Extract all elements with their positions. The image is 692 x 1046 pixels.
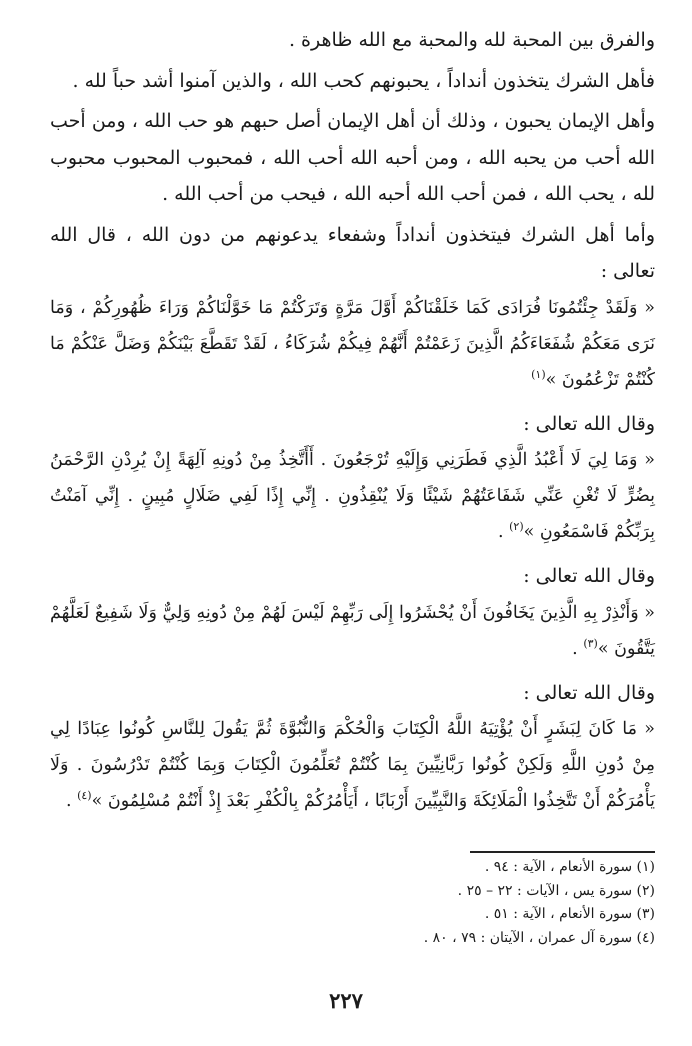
footnote-ref-1: (١) [531,367,546,381]
quran-quote-4 [50,711,655,819]
footnote-ref-3: (٣) [583,636,598,650]
page-number: ٢٢٧ [329,988,363,1013]
quran-quote-1 [50,290,655,398]
quote-2-end: . [497,522,510,542]
quote-3-end: . [572,638,584,659]
quote-4-text: « مَا كَانَ لِبَشَرٍ أَنْ يُؤْتِيَهُ اللَّهُ الْكِتَابَ وَالْحُكْمَ وَالنُّبُوَّةَ ثُمَّ يَقُولَ لِلنَّاسِ كُونُوا عِبَادًا لِي مِنْ دُونِ اللَّهِ وَلَكِنْ كُونُوا رَبَّانِيِّينَ بِمَا كُنْتُمْ تُعَلِّمُونَ الْكِتَابَ وَبِمَا كُنْتُمْ تَدْرُسُونَ . وَلَا يَأْمُرَكُمْ أَنْ تَتَّخِذُوا الْمَلَائِكَةَ وَالنَّبِيِّينَ أَرْبَابًا ، أَيَأْمُرُكُمْ بِالْكُفْرِ بَعْدَ إِذْ أَنْتُمْ مُسْلِمُونَ » [50,719,655,811]
paragraph-love-distinction: والفرق بين المحبة لله والمحبة مع الله ظاهرة . [288,29,655,51]
footnote-4: (٤) سورة آل عمران ، الآيتان : ٧٩ ، ٨٠ . [423,929,655,946]
intro-3: وقال الله تعالى : [523,565,655,587]
quote-1-text: « وَلَقَدْ جِئْتُمُونَا فُرَادَى كَمَا خَلَقْنَاكُمْ أَوَّلَ مَرَّةٍ وَتَرَكْتُمْ مَا خَوَّلْنَاكُمْ وَرَاءَ ظُهُورِكُمْ ، وَمَا نَرَى مَعَكُمْ شُفَعَاءَكُمُ الَّذِينَ زَعَمْتُمْ أَنَّهُمْ فِيكُمْ شُرَكَاءُ ، لَقَدْ تَقَطَّعَ بَيْنَكُمْ وَضَلَّ عَنْكُمْ مَا كُنْتُمْ تَزْعُمُونَ » [50,297,655,390]
quran-quote-3 [50,595,655,667]
quote-4-end: . [65,791,78,811]
footnote-divider [470,851,655,853]
footnote-2: (٢) سورة يس ، الآيات : ٢٢ – ٢٥ . [457,882,655,899]
footnote-ref-4: (٤) [77,789,92,803]
paragraph-people-of-shirk: فأهل الشرك يتخذون أنداداً ، يحبونهم كحب الله ، والذين آمنوا أشد حباً لله . [72,69,655,92]
quran-quote-2 [50,442,655,550]
quote-2-text: « وَمَا لِيَ لَا أَعْبُدُ الَّذِي فَطَرَنِي وَإِلَيْهِ تُرْجَعُونَ . أَأَتَّخِذُ مِنْ دُونِهِ آلِهَةً إِنْ يُرِدْنِ الرَّحْمَنُ بِضُرٍّ لَا تُغْنِ عَنِّي شَفَاعَتُهُمْ شَيْئًا وَلَا يُنْقِذُونِ . إِنِّي إِذًا لَفِي ضَلَالٍ مُبِينٍ . إِنِّي آمَنْتُ بِرَبِّكُمْ فَاسْمَعُونِ » [50,450,655,542]
quote-3-text: « وَأَنْذِرْ بِهِ الَّذِينَ يَخَافُونَ أَنْ يُحْشَرُوا إِلَى رَبِّهِمْ لَيْسَ لَهُمْ مِنْ دُونِهِ وَلِيٌّ وَلَا شَفِيعٌ لَعَلَّهُمْ يَتَّقُونَ » [50,602,655,659]
paragraph-people-of-iman: وأهل الإيمان يحبون ، وذلك أن أهل الإيمان أصل حبهم هو حب الله ، ومن أحب الله أحب من يحبه الله ، ومن أحبه الله أحب الله ، فمحبوب المحبوب محبوب لله ، يحب الله ، فمن أحب الله أحبه الله ، فيحب من أحب الله . [50,110,655,205]
intro-4: وقال الله تعالى : [523,681,655,704]
footnote-ref-2: (٢) [509,520,524,534]
intro-2: وقال الله تعالى : [523,412,655,435]
footnote-1: (١) سورة الأنعام ، الآية : ٩٤ . [484,859,655,875]
footnote-3: (٣) سورة الأنعام ، الآية : ٥١ . [484,906,655,922]
footnotes [235,856,655,950]
page-body [50,22,655,819]
paragraph-intercessors-intro: وأما أهل الشرك فيتخذون أنداداً وشفعاء يدعونهم من دون الله ، قال الله تعالى : [50,223,655,282]
